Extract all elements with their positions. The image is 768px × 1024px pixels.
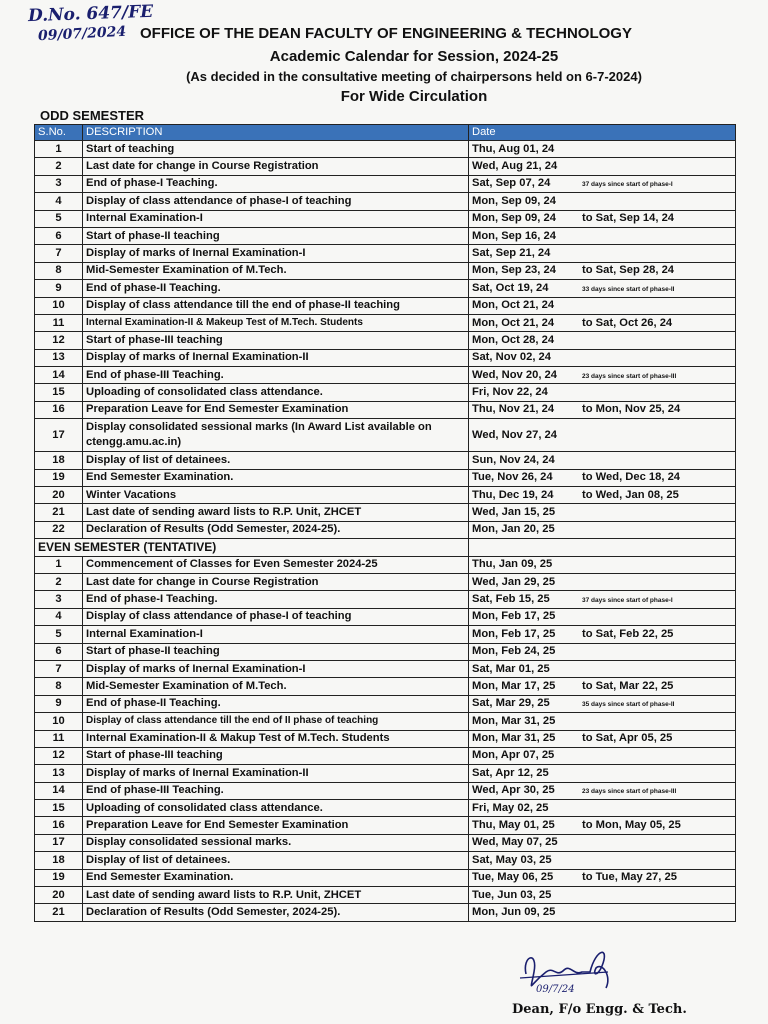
row-phase-note: 35 days since start of phase-II	[582, 701, 675, 709]
table-row	[35, 158, 736, 175]
row-date-cell	[469, 834, 736, 851]
row-date: Thu, Aug 01, 24	[472, 142, 555, 155]
row-date-cell	[469, 419, 736, 452]
row-date: Mon, Jan 20, 25	[472, 523, 555, 536]
row-description: Commencement of Classes for Even Semester 2024-25	[83, 556, 469, 573]
row-description: Display consolidated sessional marks (In Award List available on ctengg.amu.ac.in)	[83, 419, 469, 452]
document-subtitle: Academic Calendar for Session, 2024-25	[269, 48, 559, 65]
row-date: Mon, Oct 21, 24	[472, 299, 555, 312]
odd-semester-label: ODD SEMESTER	[40, 108, 145, 123]
row-number: 17	[35, 419, 83, 452]
dean-designation: Dean, F/o Engg. & Tech.	[512, 1002, 687, 1017]
row-description: Uploading of consolidated class attendance.	[83, 384, 469, 401]
table-row	[35, 227, 736, 244]
row-description: Declaration of Results (Odd Semester, 2024-25).	[83, 904, 469, 921]
row-date: Sat, May 03, 25	[472, 853, 552, 866]
row-description: Start of phase-III teaching	[83, 332, 469, 349]
row-date: Sun, Nov 24, 24	[472, 453, 555, 466]
row-date: Mon, Apr 07, 25	[472, 749, 555, 762]
row-end-date: to Sat, Mar 22, 25	[582, 679, 674, 692]
row-phase-note: 23 days since start of phase-III	[582, 372, 677, 380]
even-semester-row	[35, 539, 736, 556]
row-date-cell	[469, 556, 736, 573]
row-date-cell	[469, 678, 736, 695]
table-row	[35, 280, 736, 297]
row-date: Wed, Nov 27, 24	[472, 428, 557, 441]
row-date-cell	[469, 695, 736, 712]
row-number: 21	[35, 504, 83, 521]
row-date: Sat, Sep 21, 24	[472, 246, 551, 259]
row-description: Start of phase-II teaching	[83, 227, 469, 244]
row-number: 9	[35, 280, 83, 297]
row-date: Mon, Feb 17, 25	[472, 610, 556, 623]
row-end-date: to Sat, Sep 28, 24	[582, 264, 675, 277]
row-number: 10	[35, 297, 83, 314]
row-date-cell	[469, 314, 736, 331]
row-end-date: to Sat, Feb 22, 25	[582, 627, 674, 640]
row-number: 21	[35, 904, 83, 921]
row-end-date: to Sat, Sep 14, 24	[582, 212, 675, 225]
signature-date: 09/7/24	[536, 984, 575, 995]
table-row	[35, 384, 736, 401]
table-row	[35, 782, 736, 799]
row-date: Tue, Jun 03, 25	[472, 888, 552, 901]
table-row	[35, 487, 736, 504]
row-date: Wed, Jan 29, 25	[472, 575, 556, 588]
row-date-cell	[469, 626, 736, 643]
row-date: Mon, Mar 31, 25	[472, 732, 556, 745]
reference-date: 09/07/2024	[37, 23, 127, 45]
row-date: Mon, Sep 23, 24	[472, 264, 556, 277]
row-description: Display of list of detainees.	[83, 852, 469, 869]
table-row	[35, 643, 736, 660]
row-description: End of phase-I Teaching.	[83, 175, 469, 192]
table-row	[35, 419, 736, 452]
table-row	[35, 747, 736, 764]
row-number: 14	[35, 782, 83, 799]
row-number: 4	[35, 608, 83, 625]
row-number: 19	[35, 869, 83, 886]
row-description: Preparation Leave for End Semester Examination	[83, 401, 469, 418]
row-number: 10	[35, 713, 83, 730]
table-row	[35, 869, 736, 886]
row-phase-note: 33 days since start of phase-II	[582, 285, 675, 293]
row-number: 16	[35, 817, 83, 834]
row-description: Display of marks of Inernal Examination-II	[83, 349, 469, 366]
row-end-date: to Tue, May 27, 25	[582, 871, 677, 884]
row-date: Sat, Mar 01, 25	[472, 662, 550, 675]
row-number: 7	[35, 245, 83, 262]
row-number: 5	[35, 626, 83, 643]
table-row	[35, 141, 736, 158]
table-row	[35, 660, 736, 677]
table-row	[35, 730, 736, 747]
table-row	[35, 713, 736, 730]
col-description-header: DESCRIPTION	[83, 125, 469, 141]
row-date-cell	[469, 852, 736, 869]
row-number: 18	[35, 852, 83, 869]
row-date-cell	[469, 643, 736, 660]
row-end-date: to Wed, Dec 18, 24	[582, 471, 681, 484]
row-date-cell	[469, 175, 736, 192]
row-date-cell	[469, 193, 736, 210]
row-date: Wed, Aug 21, 24	[472, 159, 558, 172]
row-end-date: to Sat, Oct 26, 24	[582, 316, 673, 329]
row-description: Internal Examination-II & Makeup Test of M.Tech. Students	[83, 314, 469, 331]
row-date: Thu, Dec 19, 24	[472, 488, 554, 501]
row-number: 15	[35, 800, 83, 817]
row-number: 4	[35, 193, 83, 210]
row-date: Mon, Mar 31, 25	[472, 714, 556, 727]
row-date: Fri, Nov 22, 24	[472, 386, 548, 399]
row-description: Display of marks of Inernal Examination-II	[83, 765, 469, 782]
row-number: 6	[35, 227, 83, 244]
row-number: 20	[35, 887, 83, 904]
row-date-cell	[469, 227, 736, 244]
row-date: Mon, Feb 24, 25	[472, 645, 556, 658]
row-number: 20	[35, 487, 83, 504]
row-date-cell	[469, 817, 736, 834]
row-date: Sat, Sep 07, 24	[472, 177, 551, 190]
row-date-cell	[469, 469, 736, 486]
table-row	[35, 887, 736, 904]
table-header-row	[35, 125, 736, 141]
row-description: Start of phase-III teaching	[83, 747, 469, 764]
row-date-cell	[469, 765, 736, 782]
row-date: Sat, Nov 02, 24	[472, 351, 551, 364]
row-number: 22	[35, 521, 83, 538]
row-number: 2	[35, 158, 83, 175]
row-date: Sat, Apr 12, 25	[472, 766, 549, 779]
row-end-date: to Sat, Apr 05, 25	[582, 732, 673, 745]
row-date-cell	[469, 297, 736, 314]
row-number: 6	[35, 643, 83, 660]
row-date: Sat, Oct 19, 24	[472, 281, 549, 294]
row-date-cell	[469, 141, 736, 158]
row-date-cell	[469, 367, 736, 384]
row-description: Declaration of Results (Odd Semester, 2024-25).	[83, 521, 469, 538]
row-description: End of phase-III Teaching.	[83, 782, 469, 799]
row-number: 11	[35, 314, 83, 331]
calendar-body	[35, 141, 736, 922]
row-date-cell	[469, 452, 736, 469]
row-date: Mon, Sep 16, 24	[472, 229, 556, 242]
row-number: 8	[35, 262, 83, 279]
row-description: Winter Vacations	[83, 487, 469, 504]
row-description: End of phase-I Teaching.	[83, 591, 469, 608]
row-date: Sat, Mar 29, 25	[472, 697, 550, 710]
even-semester-label: EVEN SEMESTER (TENTATIVE)	[35, 539, 469, 556]
table-row	[35, 852, 736, 869]
row-date-cell	[469, 521, 736, 538]
table-row	[35, 573, 736, 590]
table-row	[35, 401, 736, 418]
row-description: Start of phase-II teaching	[83, 643, 469, 660]
row-number: 15	[35, 384, 83, 401]
row-date: Thu, May 01, 25	[472, 819, 555, 832]
table-row	[35, 504, 736, 521]
row-date-cell	[469, 401, 736, 418]
row-description: Display of class attendance till the end of phase-II teaching	[83, 297, 469, 314]
row-date-cell	[469, 887, 736, 904]
row-description: Display consolidated sessional marks.	[83, 834, 469, 851]
row-date-cell	[469, 349, 736, 366]
row-date: Mon, Mar 17, 25	[472, 679, 556, 692]
table-row	[35, 193, 736, 210]
row-number: 13	[35, 765, 83, 782]
row-number: 1	[35, 141, 83, 158]
row-end-date: to Wed, Jan 08, 25	[582, 488, 679, 501]
row-description: Uploading of consolidated class attendance.	[83, 800, 469, 817]
row-description: Last date of sending award lists to R.P. Unit, ZHCET	[83, 504, 469, 521]
table-row	[35, 834, 736, 851]
row-date: Tue, Nov 26, 24	[472, 471, 553, 484]
table-row	[35, 591, 736, 608]
table-row	[35, 608, 736, 625]
circulation-note: For Wide Circulation	[340, 88, 488, 105]
document-title: OFFICE OF THE DEAN FACULTY OF ENGINEERING & TECHNOLOGY	[140, 25, 632, 42]
row-description: Display of class attendance till the end of II phase of teaching	[83, 713, 469, 730]
row-date-cell	[469, 384, 736, 401]
row-date: Fri, May 02, 25	[472, 801, 549, 814]
row-date-cell	[469, 800, 736, 817]
row-number: 3	[35, 591, 83, 608]
row-description: Last date of sending award lists to R.P. Unit, ZHCET	[83, 887, 469, 904]
row-description: Display of class attendance of phase-I of teaching	[83, 193, 469, 210]
row-date-cell	[469, 713, 736, 730]
col-sno-header: S.No.	[35, 125, 83, 141]
row-date-cell	[469, 660, 736, 677]
row-number: 7	[35, 660, 83, 677]
row-phase-note: 23 days since start of phase-III	[582, 788, 677, 796]
row-description: Mid-Semester Examination of M.Tech.	[83, 678, 469, 695]
row-date: Thu, Jan 09, 25	[472, 558, 553, 571]
reference-number: D.No. 647/FE	[27, 1, 154, 27]
row-date: Mon, Feb 17, 25	[472, 627, 556, 640]
row-description: Display of marks of Inernal Examination-I	[83, 660, 469, 677]
row-number: 2	[35, 573, 83, 590]
row-number: 18	[35, 452, 83, 469]
row-description: Internal Examination-I	[83, 210, 469, 227]
row-date-cell	[469, 782, 736, 799]
row-date: Mon, Sep 09, 24	[472, 212, 556, 225]
row-date-cell	[469, 262, 736, 279]
row-date: Tue, May 06, 25	[472, 871, 554, 884]
row-number: 3	[35, 175, 83, 192]
row-number: 12	[35, 747, 83, 764]
row-description: End of phase-II Teaching.	[83, 280, 469, 297]
row-number: 9	[35, 695, 83, 712]
row-description: Last date for change in Course Registration	[83, 573, 469, 590]
row-description: Preparation Leave for End Semester Examination	[83, 817, 469, 834]
row-date: Wed, Nov 20, 24	[472, 368, 557, 381]
col-date-header: Date	[469, 125, 736, 141]
row-date-cell	[469, 573, 736, 590]
row-description: Internal Examination-II & Makup Test of M.Tech. Students	[83, 730, 469, 747]
row-date-cell	[469, 210, 736, 227]
row-description: Display of marks of Inernal Examination-I	[83, 245, 469, 262]
row-date: Wed, Apr 30, 25	[472, 784, 555, 797]
row-date: Mon, Sep 09, 24	[472, 194, 556, 207]
empty-cell	[469, 539, 736, 556]
row-description: Last date for change in Course Registration	[83, 158, 469, 175]
table-row	[35, 245, 736, 262]
row-number: 8	[35, 678, 83, 695]
row-date: Mon, Oct 21, 24	[472, 316, 555, 329]
table-row	[35, 262, 736, 279]
table-row	[35, 332, 736, 349]
row-end-date: to Mon, May 05, 25	[582, 819, 681, 832]
row-number: 5	[35, 210, 83, 227]
row-phase-note: 37 days since start of phase-I	[582, 181, 673, 189]
table-row	[35, 556, 736, 573]
row-date-cell	[469, 158, 736, 175]
row-date-cell	[469, 504, 736, 521]
row-date-cell	[469, 280, 736, 297]
table-row	[35, 765, 736, 782]
row-date-cell	[469, 904, 736, 921]
table-row	[35, 210, 736, 227]
row-date: Mon, Oct 28, 24	[472, 333, 555, 346]
table-row	[35, 626, 736, 643]
table-row	[35, 695, 736, 712]
table-row	[35, 817, 736, 834]
row-description: Display of class attendance of phase-I of teaching	[83, 608, 469, 625]
row-description: End of phase-III Teaching.	[83, 367, 469, 384]
table-row	[35, 297, 736, 314]
table-row	[35, 678, 736, 695]
row-date-cell	[469, 730, 736, 747]
row-date: Thu, Nov 21, 24	[472, 403, 555, 416]
row-number: 11	[35, 730, 83, 747]
row-date: Mon, Jun 09, 25	[472, 906, 556, 918]
row-date-cell	[469, 245, 736, 262]
row-number: 12	[35, 332, 83, 349]
table-row	[35, 800, 736, 817]
row-number: 19	[35, 469, 83, 486]
table-row	[35, 469, 736, 486]
row-description: Mid-Semester Examination of M.Tech.	[83, 262, 469, 279]
table-row	[35, 904, 736, 921]
row-description: Display of list of detainees.	[83, 452, 469, 469]
row-description: End of phase-II Teaching.	[83, 695, 469, 712]
row-date: Wed, May 07, 25	[472, 836, 558, 849]
row-number: 17	[35, 834, 83, 851]
table-row	[35, 521, 736, 538]
row-number: 16	[35, 401, 83, 418]
table-row	[35, 452, 736, 469]
row-date-cell	[469, 487, 736, 504]
row-phase-note: 37 days since start of phase-I	[582, 596, 673, 604]
row-date-cell	[469, 747, 736, 764]
row-date: Sat, Feb 15, 25	[472, 592, 550, 605]
table-row	[35, 314, 736, 331]
table-row	[35, 175, 736, 192]
row-description: End Semester Examination.	[83, 469, 469, 486]
meeting-note: (As decided in the consultative meeting of chairpersons held on 6-7-2024)	[186, 69, 642, 84]
row-date-cell	[469, 591, 736, 608]
row-date-cell	[469, 869, 736, 886]
row-number: 1	[35, 556, 83, 573]
table-row	[35, 367, 736, 384]
calendar-table	[34, 124, 736, 922]
row-number: 13	[35, 349, 83, 366]
row-description: End Semester Examination.	[83, 869, 469, 886]
row-description: Internal Examination-I	[83, 626, 469, 643]
row-number: 14	[35, 367, 83, 384]
row-date: Wed, Jan 15, 25	[472, 506, 556, 519]
row-end-date: to Mon, Nov 25, 24	[582, 403, 681, 416]
row-date-cell	[469, 332, 736, 349]
row-date-cell	[469, 608, 736, 625]
row-description: Start of teaching	[83, 141, 469, 158]
table-row	[35, 349, 736, 366]
